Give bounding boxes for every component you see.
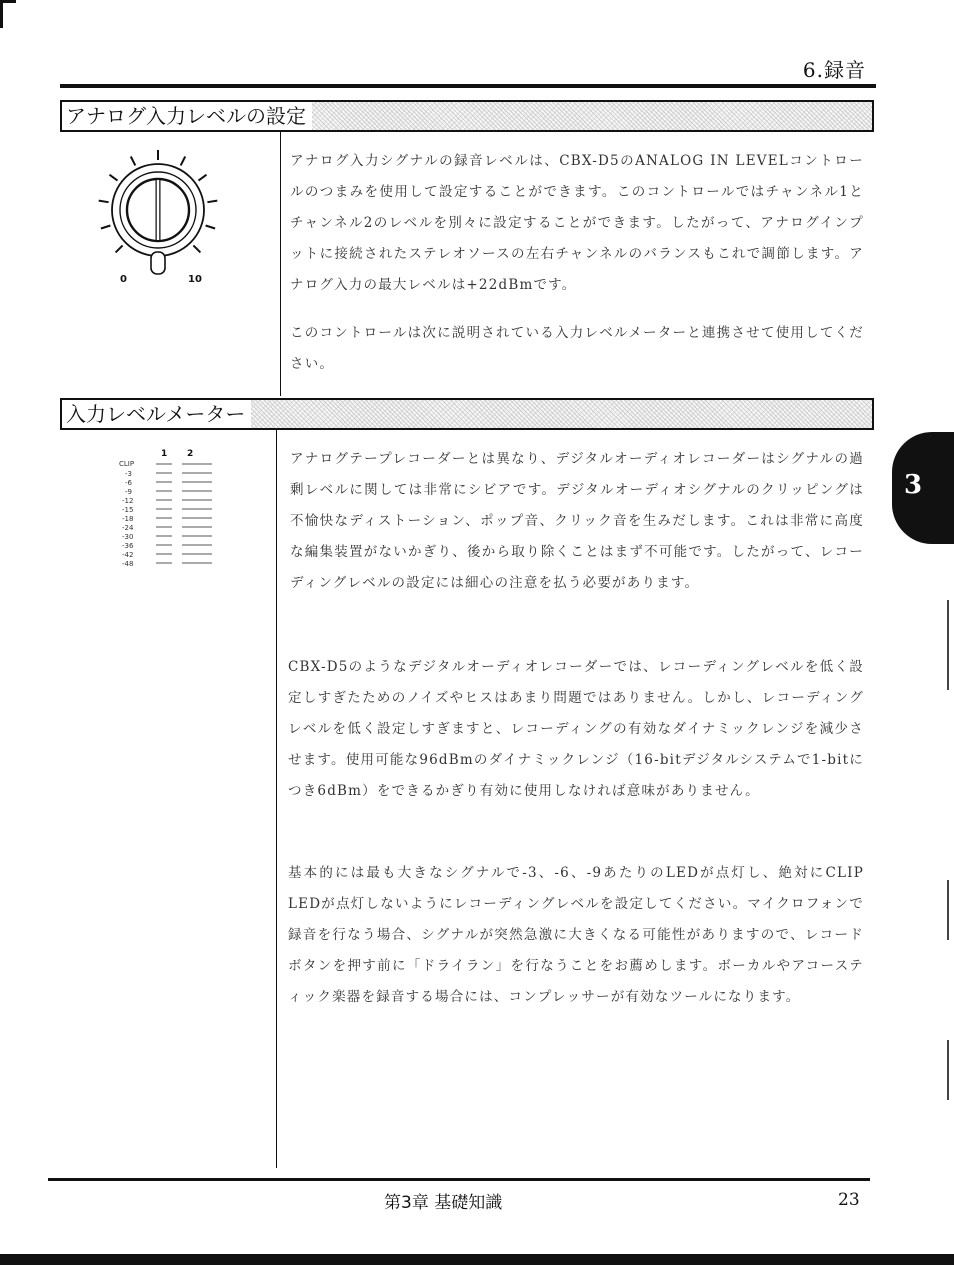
- page-header-title: 6.録音: [802, 58, 866, 82]
- meter-scale-label: -18: [122, 515, 134, 523]
- knob-tick: [207, 201, 217, 203]
- chapter-tab: [892, 432, 954, 544]
- margin-mark: [947, 600, 949, 690]
- level-meter-illustration: [112, 446, 222, 576]
- margin-mark: [947, 1040, 949, 1100]
- section-heading-label: 入力レベルメーター: [62, 400, 251, 428]
- header-rule: [60, 84, 876, 88]
- paragraph-meter-reference: このコントロールは次に説明されている入力レベルメーターと連携させて使用してください。: [290, 325, 864, 372]
- meter-scale-label: CLIP: [119, 460, 135, 468]
- column-divider: [276, 430, 277, 1168]
- meter-scale-label: -36: [122, 542, 134, 550]
- knob-tick: [206, 226, 216, 229]
- knob-tick: [99, 201, 109, 203]
- crop-mark-horizontal: [0, 0, 16, 3]
- chapter-tab-number: 3: [903, 470, 923, 500]
- section-heading-analog-input: [60, 100, 874, 132]
- meter-channel-2-label: 2: [187, 449, 194, 459]
- section-heading-label: アナログ入力レベルの設定: [62, 102, 312, 130]
- paragraph-analog-level: アナログ入力シグナルの録音レベルは、CBX-D5のANALOG IN LEVELコントロールのつまみを使用して設定することができます。このコントロールではチャンネル1とチャンネル2のレベルを別々に設定することができます。したがって、アナログインプットに接続されたステレオソースの左右チャンネルのバランスもこれで調節します。アナログ入力の最大レベルは+22dBmです。: [290, 153, 864, 293]
- meter-scale-label: -6: [125, 479, 132, 487]
- knob-tick: [116, 245, 123, 252]
- knob-tick: [193, 245, 200, 252]
- knob-min-label: 0: [120, 274, 127, 285]
- footer-chapter-title: 第3章 基礎知識: [384, 1193, 503, 1213]
- column-divider: [280, 132, 281, 396]
- section-heading-input-meter: [60, 398, 874, 430]
- footer-rule: [48, 1178, 870, 1181]
- meter-scale-label: -48: [122, 560, 134, 568]
- knob-max-label: 10: [188, 274, 202, 285]
- paragraph-dynamic-range: CBX-D5のようなデジタルオーディオレコーダーでは、レコーディングレベルを低く設定しすぎたためのノイズやヒスはあまり問題ではありません。しかし、レコーディングレベルを低く設定しすぎますと、レコーディングの有効なダイナミックレンジを減少させます。使用可能な96dBmのダイナミックレンジ（16-bitデジタルシステムで1-bitにつき6dBm）をできるかぎり有効に使用しなければ意味がありません。: [288, 659, 864, 799]
- knob-tick: [110, 175, 118, 181]
- meter-scale-label: -9: [125, 488, 132, 496]
- meter-scale-label: -12: [122, 497, 134, 505]
- margin-mark: [947, 880, 949, 940]
- bottom-edge-bar: [0, 1254, 954, 1265]
- knob-tick: [101, 226, 111, 229]
- meter-scale-label: -15: [122, 506, 134, 514]
- meter-scale-label: -24: [122, 524, 134, 532]
- meter-scale-label: -3: [125, 470, 132, 478]
- paragraph-level-setting: 基本的には最も大きなシグナルで-3、-6、-9あたりのLEDが点灯し、絶対にCLIP LEDが点灯しないようにレコーディングレベルを設定してください。マイクロフォンで録音を行なう場合、シグナルが突然急激に大きくなる可能性がありますので、レコードボタンを押す前に「ドライラン」を行なうことをお薦めします。ボーカルやアコースティック楽器を録音する場合には、コンプレッサーが有効なツールになります。: [288, 865, 864, 1005]
- paragraph-digital-clipping: アナログテープレコーダーとは異なり、デジタルオーディオレコーダーはシグナルの過剰レベルに関しては非常にシビアです。デジタルオーディオシグナルのクリッピングは不愉快なディストーション、ポップ音、クリック音を生みだします。これは非常に高度な編集装置がないかぎり、後から取り除くことはまず不可能です。したがって、レコーディングレベルの設定には細心の注意を払う必要があります。: [290, 451, 864, 591]
- knob-tick: [181, 157, 186, 166]
- meter-scale-label: -42: [122, 551, 134, 559]
- page-number: 23: [838, 1190, 860, 1210]
- meter-channel-1-label: 1: [161, 449, 168, 459]
- knob-tick: [131, 157, 136, 166]
- meter-scale-label: -30: [122, 533, 134, 541]
- crop-mark-vertical: [0, 0, 3, 28]
- knob-tick: [199, 175, 207, 181]
- level-knob-illustration: [80, 142, 240, 282]
